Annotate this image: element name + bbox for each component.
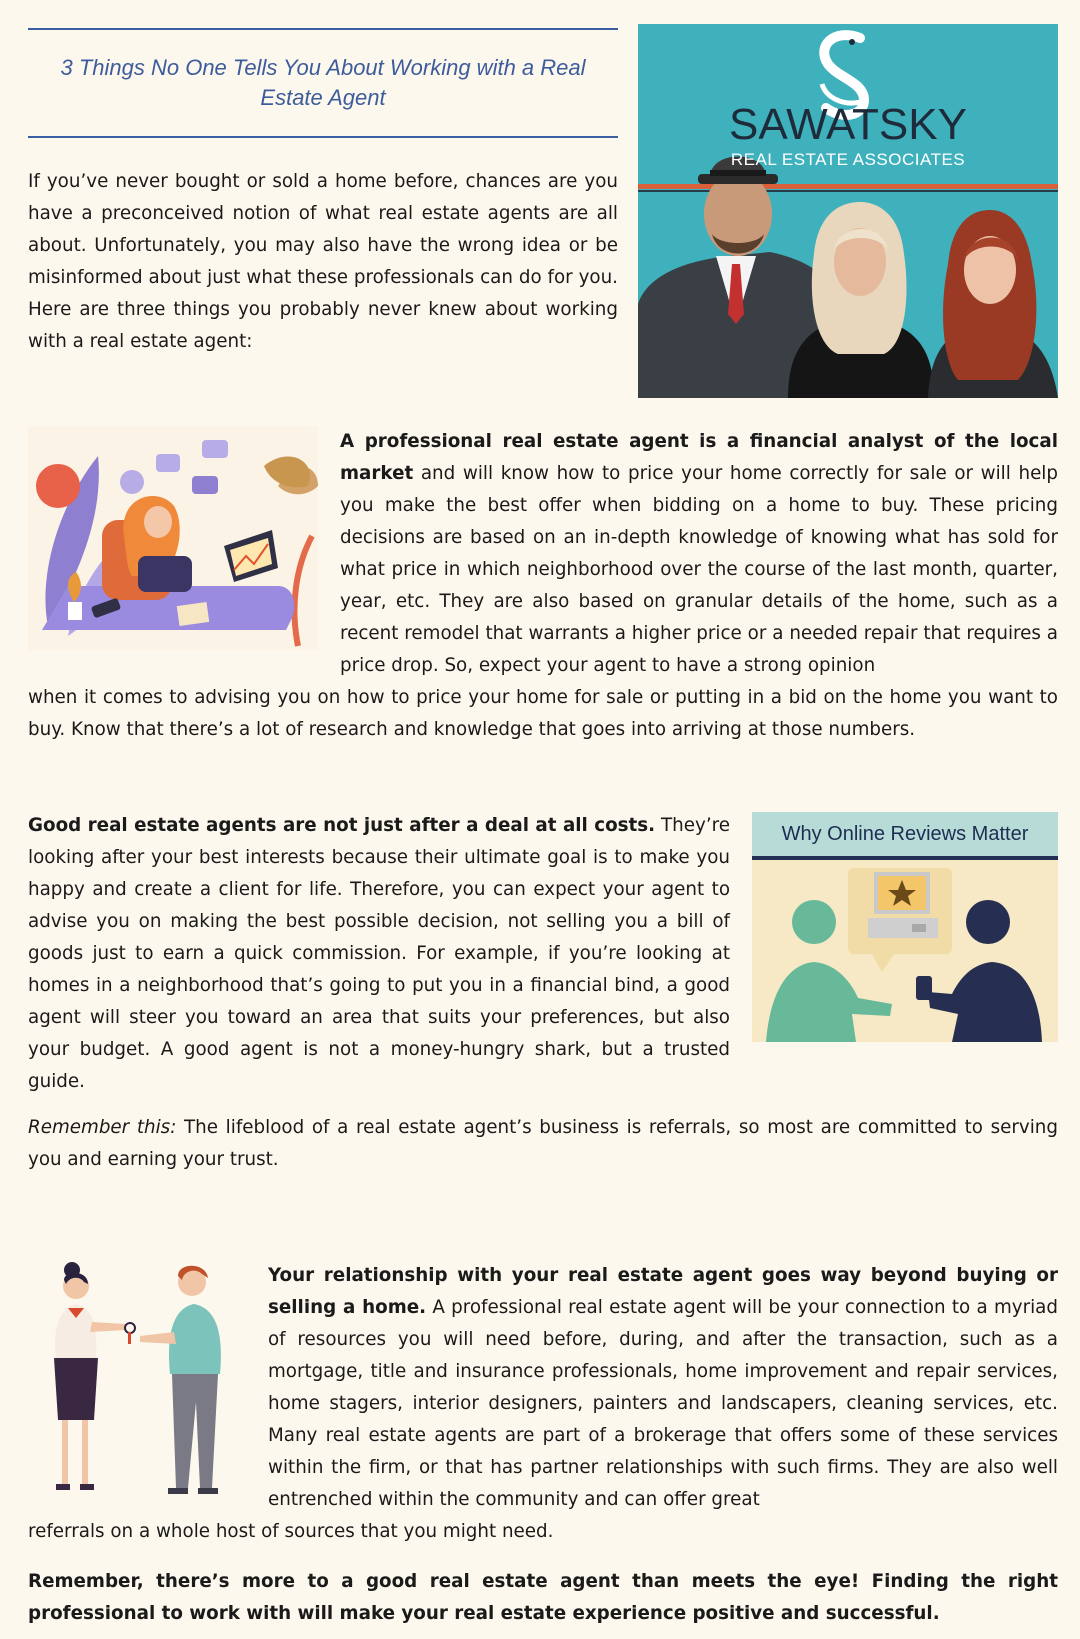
remember-paragraph (28, 1112, 1058, 1176)
section3-paragraph-continued: referrals on a whole host of sources that you might need. (28, 1521, 554, 1542)
section1-paragraph (340, 426, 1058, 682)
intro-paragraph: If you’ve never bought or sold a home before, chances are you have a preconceived notion of what real estate agents are all about. Unfortunately, you may also have the wrong idea or be misinformed about just what these professionals can do for you. Here are three things you probably never knew about working with a real estate agent: (28, 171, 618, 352)
section2-paragraph (28, 810, 730, 1098)
logo-brand-name: SAWATSKY (729, 100, 967, 149)
closing-paragraph: Remember, there’s more to a good real estate agent than meets the eye! Finding the right professional to work with will make your real estate experience positive and successful. (28, 1571, 1058, 1624)
financial-analyst-illustration (28, 426, 318, 650)
title-block (28, 28, 618, 138)
agent-woman-redhead-figure (928, 210, 1058, 398)
online-reviews-title: Why Online Reviews Matter (752, 812, 1058, 860)
section1-lead: A professional real estate agent is a financial analyst of the local market (340, 431, 1058, 484)
team-photo (638, 24, 1058, 398)
remember-label: Remember this: (28, 1117, 177, 1138)
logo-brand-tagline: REAL ESTATE ASSOCIATES (730, 150, 966, 169)
section1-text: and will know how to price your home correctly for sale or will help you make the best offer when bidding on a home to buy. These pricing decisions are based on an in-depth knowledge of knowing what has sold for what price in which neighborhood over the course of the last month, quarter, year, etc. They are also based on granular details of the home, such as a recent remodel that warrants a higher price or a needed repair that requires a price drop. So, expect your agent to have a strong opinion (340, 463, 1058, 676)
section2-lead: Good real estate agents are not just after a deal at all costs. (28, 815, 656, 836)
section2-text: They’re looking after your best interests because their ultimate goal is to make you happy and create a client for life. Therefore, you can expect your agent to advise you on making the best possible decision, not selling you a bill of goods just to earn a quick commission. For example, if you’re looking at homes in a neighborhood that’s going to put you in a financial bind, a good agent will steer you toward an area that suits your preferences, but also your budget. A good agent is not a money-hungry shark, but a trusted guide. (28, 815, 730, 1092)
section3-lead: Your relationship with your real estate agent goes way beyond buying or selling a home. (268, 1265, 1058, 1318)
section1-paragraph-continued: when it comes to advising you on how to price your home for sale or putting in a bid on the home you want to buy. Know that there’s a lot of research and knowledge that goes into arriving at those numbers. (28, 687, 1058, 740)
online-reviews-illustration (752, 812, 1058, 1042)
team-photo-illustration (638, 24, 1058, 398)
remember-text: The lifeblood of a real estate agent’s business is referrals, so most are committed to serving you and earning your trust. (28, 1117, 1058, 1170)
key-handover-illustration (28, 1262, 246, 1500)
section3-text: A professional real estate agent will be your connection to a myriad of resources you will need before, during, and after the transaction, such as a mortgage, title and insurance professionals, home improvement and repair services, home stagers, interior designers, painters and landscapers, cleaning services, etc. Many real estate agents are part of a brokerage that offers some of these services within the firm, or that has partner relationships with such firms. They are also well entrenched within the community and can offer great (268, 1297, 1058, 1510)
article-title: 3 Things No One Tells You About Working with a Real Estate Agent (60, 55, 586, 110)
section3-paragraph (268, 1260, 1058, 1516)
